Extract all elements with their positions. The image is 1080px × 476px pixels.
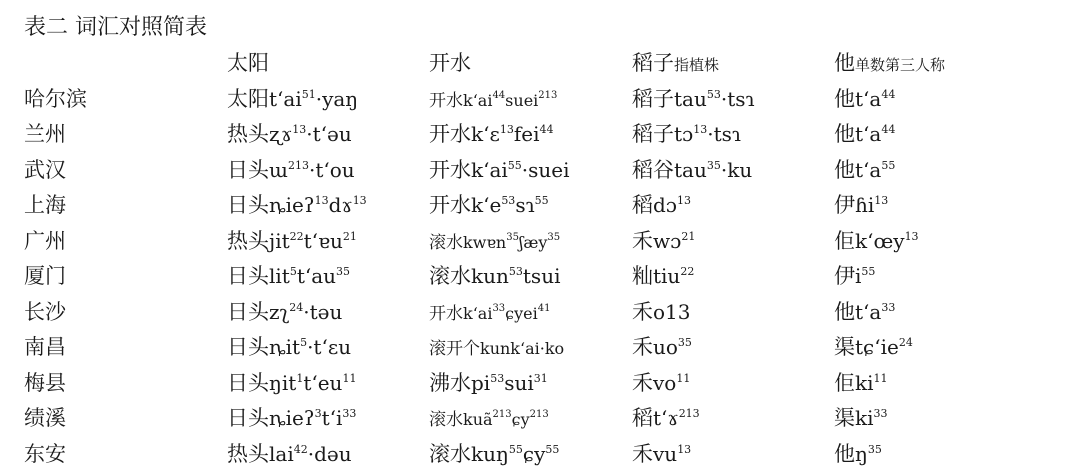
word-ipa: ·tsɿ — [707, 122, 741, 146]
word-chinese: 开水 — [429, 193, 471, 217]
word-chinese: 禾 — [632, 441, 653, 466]
word-ipa: ɯ — [269, 157, 288, 182]
word-chinese: 太阳 — [227, 86, 269, 111]
word-cell — [632, 224, 695, 258]
word-ipa: ·tʻəu — [306, 122, 352, 146]
word-ipa: vu — [653, 441, 678, 466]
word-chinese: 他 — [834, 86, 855, 111]
word-cell — [632, 401, 700, 435]
word-cell — [632, 330, 692, 364]
tone-number: 41 — [537, 302, 551, 314]
word-chinese: 稻子 — [632, 122, 674, 146]
word-chinese: 日头 — [227, 335, 269, 359]
word-chinese: 渠 — [834, 335, 855, 359]
word-chinese: 日头 — [227, 406, 269, 430]
word-ipa: ȵieʔ — [269, 193, 315, 217]
word-chinese: 渠 — [834, 406, 855, 430]
tone-number: 55 — [861, 265, 876, 278]
word-cell — [429, 295, 551, 331]
tone-number: 53 — [508, 265, 523, 278]
table-row — [24, 153, 1064, 189]
tone-number: 44 — [539, 123, 554, 136]
word-chinese: 沸水 — [429, 370, 471, 395]
word-ipa: ȵieʔ — [269, 406, 315, 430]
place-name: 武汉 — [24, 157, 66, 182]
word-chinese: 开水 — [429, 90, 463, 111]
place-name: 哈尔滨 — [24, 86, 87, 111]
word-cell — [834, 117, 895, 151]
word-chinese: 开水 — [429, 122, 471, 146]
tone-number: 22 — [289, 229, 304, 243]
word-ipa: lai — [269, 441, 294, 466]
word-ipa: tʻa — [855, 86, 882, 111]
header-label: 太阳 — [227, 51, 269, 75]
word-cell — [834, 188, 888, 222]
word-chinese: 稻 — [632, 406, 653, 430]
word-cell — [227, 401, 356, 435]
tone-number: 35 — [506, 231, 519, 243]
word-cell — [429, 117, 553, 151]
word-cell — [834, 366, 888, 400]
word-cell — [632, 153, 752, 187]
word-ipa: vo — [653, 370, 677, 395]
word-ipa: ȵit — [269, 335, 301, 359]
word-ipa: ɦi — [855, 193, 875, 217]
word-cell — [632, 117, 741, 151]
word-ipa: kʻɛ — [471, 122, 500, 146]
word-ipa: ·tsɿ — [720, 86, 755, 111]
word-chinese: 开水 — [429, 157, 471, 182]
word-cell — [429, 224, 560, 260]
word-ipa: wɔ — [653, 228, 682, 253]
tone-number: 51 — [301, 87, 316, 101]
word-chinese: 佢 — [834, 370, 855, 395]
place-name: 绩溪 — [24, 406, 66, 430]
word-chinese: 日头 — [227, 193, 269, 217]
table-row — [24, 437, 1064, 473]
table-row — [24, 259, 1064, 295]
word-ipa: tau — [674, 86, 707, 111]
word-chinese: 他 — [834, 441, 855, 466]
place-name: 南昌 — [24, 335, 66, 359]
word-cell — [227, 188, 367, 222]
word-ipa: sui — [504, 370, 534, 395]
word-cell — [429, 401, 549, 437]
tone-number: 31 — [533, 371, 548, 385]
word-ipa: ·tʻɛu — [307, 335, 352, 359]
word-ipa: tʻi — [321, 406, 343, 430]
tone-number: 53 — [490, 371, 505, 385]
tone-number: 55 — [534, 194, 549, 207]
word-ipa: ɕy — [522, 441, 546, 466]
tone-number: 11 — [676, 371, 691, 385]
word-cell — [834, 330, 913, 364]
word-ipa: dɤ — [328, 193, 353, 217]
word-ipa: ŋit — [269, 370, 297, 395]
word-cell — [227, 153, 355, 187]
word-chinese: 日头 — [227, 157, 269, 182]
word-ipa: kʻai — [471, 157, 508, 182]
word-ipa: jit — [269, 228, 290, 253]
word-chinese: 禾 — [632, 335, 653, 359]
word-chinese: 热头 — [227, 122, 269, 146]
tone-number: 55 — [545, 442, 560, 456]
tone-number: 33 — [342, 407, 357, 420]
tone-number: 21 — [342, 229, 357, 243]
header-cell — [632, 46, 719, 82]
word-ipa: kʻai — [463, 90, 493, 110]
word-ipa: tsui — [522, 264, 561, 288]
place-name: 广州 — [24, 228, 66, 253]
word-ipa: kuã — [463, 410, 493, 429]
header-cell — [227, 46, 269, 80]
word-chinese: 滚水 — [429, 441, 471, 466]
tone-number: 53 — [501, 194, 516, 207]
word-cell — [632, 437, 691, 471]
word-cell — [227, 437, 352, 471]
tone-number: 35 — [677, 336, 692, 349]
table-row — [24, 330, 1064, 366]
tone-number: 33 — [881, 300, 896, 314]
table-row — [24, 188, 1064, 224]
word-cell — [834, 153, 895, 187]
tone-number: 35 — [867, 442, 882, 456]
word-ipa: ·tʻou — [308, 157, 355, 182]
word-chinese: 热头 — [227, 228, 269, 253]
header-label: 稻子 — [632, 51, 674, 75]
table-row — [24, 366, 1064, 402]
word-ipa: ki — [855, 370, 874, 395]
word-cell — [632, 259, 694, 293]
tone-number: 13 — [874, 194, 889, 207]
word-chinese: 他 — [834, 157, 855, 182]
place-name: 上海 — [24, 193, 66, 217]
word-cell — [227, 117, 352, 151]
table-row — [24, 82, 1064, 118]
word-chinese: 开水 — [429, 303, 463, 324]
word-ipa: tɕʻie — [855, 335, 899, 359]
word-ipa: tʻai — [269, 86, 302, 111]
word-chinese: 籼 — [632, 264, 653, 288]
tone-number: 55 — [508, 442, 523, 456]
word-ipa: ·təu — [303, 299, 343, 324]
tone-number: 21 — [681, 229, 696, 243]
word-ipa: uo — [653, 335, 678, 359]
word-ipa: fei — [513, 122, 540, 146]
word-cell — [429, 437, 559, 471]
word-ipa: dɔ — [653, 193, 678, 217]
word-ipa: ɕyei — [505, 303, 538, 323]
header-cell — [834, 46, 945, 82]
place-name: 东安 — [24, 441, 66, 466]
tone-number: 213 — [538, 89, 558, 101]
header-note: 指植株 — [674, 56, 720, 74]
word-cell — [834, 295, 895, 329]
word-cell — [227, 82, 358, 116]
header-row — [24, 46, 1064, 82]
word-cell — [429, 330, 564, 366]
tone-number: 213 — [492, 409, 512, 420]
word-ipa: tau — [674, 157, 707, 182]
word-ipa: ʃæy — [518, 232, 548, 252]
table-body — [24, 82, 1064, 473]
word-cell — [429, 188, 549, 222]
word-chinese: 他 — [834, 299, 855, 324]
word-ipa: zʅ — [269, 299, 290, 324]
tone-number: 33 — [873, 407, 888, 420]
tone-number: 44 — [492, 89, 506, 101]
word-ipa: tʻɐu — [303, 228, 343, 253]
word-chinese: 禾 — [632, 370, 653, 395]
tone-number: 42 — [293, 442, 308, 456]
word-ipa: kʻœy — [855, 228, 905, 253]
tone-number: 55 — [881, 158, 896, 172]
word-ipa: kuŋ — [471, 441, 509, 466]
word-cell — [429, 82, 557, 118]
tone-number: 24 — [289, 300, 304, 314]
word-ipa: kʻe — [471, 193, 502, 217]
tone-number: 13 — [352, 194, 367, 207]
word-cell — [834, 437, 882, 471]
word-chinese: 日头 — [227, 370, 269, 395]
tone-number: 13 — [314, 194, 329, 207]
header-label: 开水 — [429, 51, 471, 75]
tone-number: 13 — [677, 194, 692, 207]
word-cell — [632, 82, 755, 116]
tone-number: 55 — [507, 158, 522, 172]
word-ipa: ·yaŋ — [315, 86, 359, 111]
tone-number: 35 — [706, 158, 721, 172]
word-chinese: 稻 — [632, 193, 653, 217]
word-ipa: kʻai — [463, 303, 493, 323]
place-name: 梅县 — [24, 370, 66, 395]
tone-number: 13 — [499, 123, 514, 136]
word-ipa: sɿ — [515, 193, 535, 217]
word-ipa: ·ku — [720, 157, 753, 182]
tone-number: 213 — [287, 158, 309, 172]
word-chinese: 日头 — [227, 299, 269, 324]
word-cell — [632, 295, 691, 329]
word-cell — [227, 366, 356, 400]
header-label: 他 — [834, 51, 855, 75]
word-cell — [429, 259, 560, 293]
word-cell — [429, 153, 570, 187]
tone-number: 44 — [881, 123, 896, 136]
tone-number: 24 — [898, 336, 913, 349]
tone-number: 13 — [677, 442, 692, 456]
word-ipa: ŋ — [855, 441, 868, 466]
word-chinese: 伊 — [834, 264, 855, 288]
tone-number: 44 — [881, 87, 896, 101]
word-ipa: kunkʻai·ko — [480, 339, 565, 358]
word-cell — [227, 330, 351, 364]
word-chinese: 佢 — [834, 228, 855, 253]
word-chinese: 滚开个 — [429, 339, 480, 359]
word-ipa: tʻɤ — [653, 406, 679, 430]
word-ipa: tʻa — [855, 122, 882, 146]
tone-number: 1 — [296, 371, 304, 385]
word-cell — [632, 188, 691, 222]
word-chinese: 滚水 — [429, 410, 463, 430]
word-cell — [227, 224, 357, 258]
word-chinese: 伊 — [834, 193, 855, 217]
tone-number: 11 — [873, 371, 888, 385]
word-chinese: 热头 — [227, 441, 269, 466]
word-ipa: lit — [269, 264, 290, 288]
word-chinese: 滚水 — [429, 264, 471, 288]
header-cell — [429, 46, 471, 80]
word-chinese: 滚水 — [429, 232, 463, 253]
tone-number: 22 — [680, 265, 695, 278]
tone-number: 35 — [336, 265, 351, 278]
word-cell — [834, 224, 919, 258]
word-ipa: tɔ — [674, 122, 694, 146]
tone-number: 33 — [492, 302, 506, 314]
word-chinese: 他 — [834, 122, 855, 146]
word-chinese: 禾 — [632, 299, 653, 324]
tone-number: 11 — [342, 371, 357, 385]
table-row — [24, 295, 1064, 331]
header-note: 单数第三人称 — [855, 56, 946, 74]
word-ipa: tiu — [653, 264, 681, 288]
word-cell — [227, 259, 350, 293]
word-ipa: tʻa — [855, 299, 882, 324]
word-ipa: ɕy — [511, 410, 530, 429]
word-cell — [632, 366, 690, 400]
word-ipa: tʻeu — [303, 370, 343, 395]
word-ipa: kun — [471, 264, 509, 288]
tone-number: 213 — [678, 407, 700, 420]
word-ipa: ʐɤ — [269, 122, 293, 146]
tone-number: 5 — [300, 336, 308, 349]
table-title: 表二 词汇对照简表 — [24, 15, 207, 40]
word-chinese: 禾 — [632, 228, 653, 253]
word-cell — [834, 82, 895, 116]
tone-number: 35 — [547, 231, 561, 243]
place-name: 长沙 — [24, 299, 66, 324]
tone-number: 13 — [292, 123, 307, 136]
word-ipa: ki — [855, 406, 874, 430]
tone-number: 3 — [314, 407, 322, 420]
tone-number: 213 — [529, 409, 549, 420]
word-ipa: tʻau — [296, 264, 337, 288]
word-ipa: suei — [505, 90, 539, 110]
word-cell — [227, 295, 342, 329]
tone-number: 5 — [289, 265, 297, 278]
table-row — [24, 224, 1064, 260]
word-ipa: i — [855, 264, 862, 288]
tone-number: 13 — [693, 123, 708, 136]
table-row — [24, 117, 1064, 153]
word-cell — [834, 259, 875, 293]
word-ipa: ·dəu — [307, 441, 352, 466]
word-cell — [429, 366, 548, 400]
word-chinese: 日头 — [227, 264, 269, 288]
word-chinese: 稻子 — [632, 86, 674, 111]
word-ipa: tʻa — [855, 157, 882, 182]
word-cell — [834, 401, 888, 435]
place-name: 厦门 — [24, 264, 66, 288]
place-name: 兰州 — [24, 122, 66, 146]
word-ipa: kwɐn — [463, 232, 507, 252]
word-ipa: pi — [471, 370, 491, 395]
tone-number: 13 — [904, 229, 919, 243]
tone-number: 53 — [706, 87, 721, 101]
word-ipa: ·suei — [521, 157, 570, 182]
table-row — [24, 401, 1064, 437]
word-chinese: 稻谷 — [632, 157, 674, 182]
word-ipa: o13 — [653, 299, 691, 324]
vocabulary-table — [24, 46, 1064, 472]
